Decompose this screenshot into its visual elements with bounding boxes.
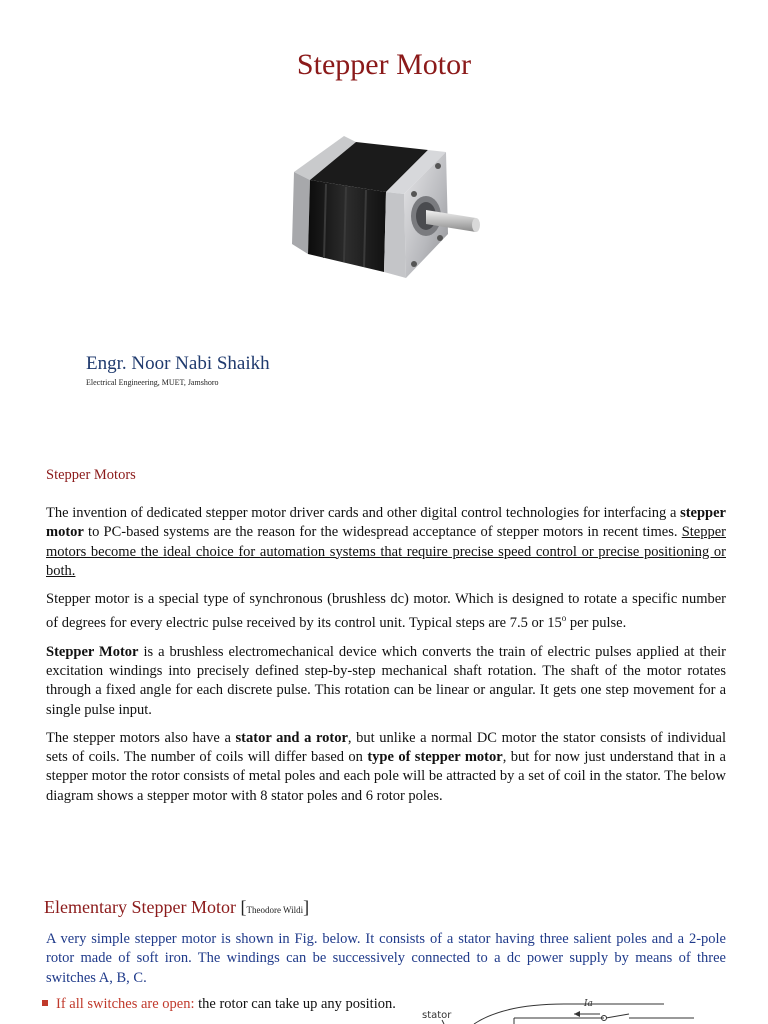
elementary-heading-text: Elementary Stepper Motor [44, 897, 241, 917]
p4-text: The stepper motors also have a [46, 729, 236, 746]
p1-text: The invention of dedicated stepper motor driver cards and other digital control technologies for interfacing a [46, 505, 681, 521]
author-affiliation: Electrical Engineering, MUET, Jamshoro [86, 378, 219, 387]
section-heading-stepper-motors: Stepper Motors [46, 467, 136, 483]
p3-text: is a brushless electromechanical device which converts the train of electric pulses applied at their excitation windings into precisely defined step-by-step mechanical shaft rotation. The shaft of the motor rotates through a fixed angle for each discrete pulse. This rotation can be linear or angular. It gets one step movement for a single pulse input. [46, 643, 726, 718]
section-body [46, 504, 726, 815]
p1-bold-term: stepper motor [46, 505, 726, 541]
elementary-intro-paragraph: A very simple stepper motor is shown in Fig. below. It consists of a stator having three salient poles and a 2-pole rotor made of soft iron. The windings can be successively connected to a dc power supply by means of three switches A, B, C. [46, 931, 726, 986]
p4-text-cont: , but unlike a normal DC motor the stator consists of individual sets of coils. The number of coils will differ based on [46, 729, 726, 766]
paragraph-3 [46, 643, 726, 720]
author-name: Engr. Noor Nabi Shaikh [86, 353, 270, 374]
bullet-highlight: If all switches are open: [56, 996, 195, 1012]
p1-text-cont: to PC-based systems are the reason for the widespread acceptance of stepper motors in recent times. [83, 524, 682, 541]
stator-label: stator [422, 1010, 452, 1021]
p2-text-end: per pulse. [566, 615, 627, 632]
p4-bold-type: type of stepper motor [367, 749, 503, 766]
bullet-item [42, 995, 412, 1014]
current-label: Ia [584, 999, 593, 1009]
p4-text-end: , but for now just understand that in a stepper motor the rotor consists of metal poles and each pole will be attracted by a set of coil in the stator. The below diagram shows a stepper motor with 8 stator poles and 6 rotor poles. [46, 749, 726, 804]
p4-bold-stator-rotor: stator and a rotor [235, 729, 348, 746]
cite-bracket-close: ] [303, 897, 310, 917]
paragraph-4 [46, 729, 726, 806]
bullet-text: the rotor can take up any position. [194, 996, 396, 1012]
degree-superscript: o [561, 613, 567, 624]
page-title: Stepper Motor [296, 48, 472, 81]
stepper-motor-photo [286, 122, 484, 282]
cite-bracket-open: [ [240, 897, 247, 917]
p2-text: Stepper motor is a special type of synchronous (brushless dc) motor. Which is designed to rotate a specific number of degrees for every electric pulse received by its control unit. Typical steps are 7.5 or 15 [46, 591, 726, 632]
paragraph-1 [46, 504, 726, 581]
p1-underlined-text: Stepper motors become the ideal choice for automation systems that require precise speed control or precise positioning or both. [46, 524, 726, 579]
citation: Theodore Wildi [246, 905, 304, 915]
section-heading-elementary [44, 897, 309, 918]
stepper-circuit-diagram [414, 992, 714, 1024]
p3-bold-term: Stepper Motor [46, 643, 139, 660]
bullet-square-icon [42, 1000, 48, 1006]
paragraph-2 [46, 590, 726, 633]
